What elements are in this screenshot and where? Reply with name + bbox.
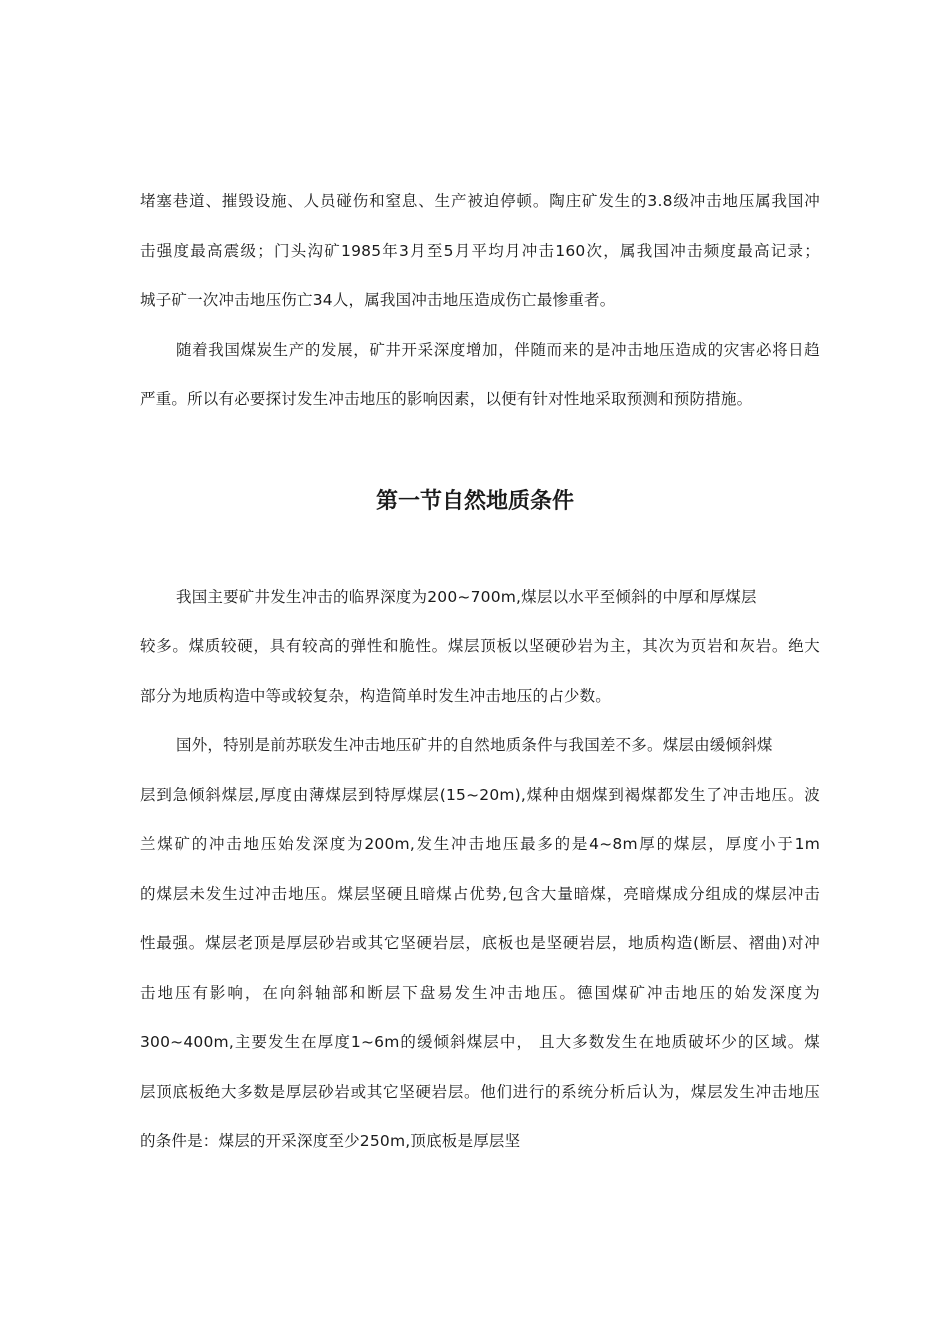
text-line: 的条件是：煤层的开采深度至少250m,顶底板是厚层坚 <box>140 1132 521 1150</box>
text-line: 部分为地质构造中等或较复杂，构造简单时发生冲击地压的占少数。 <box>140 687 612 705</box>
text-line: 300~400m,主要发生在厚度1~6m的缓倾斜煤层中， 且大多数发生在地质破坏少的区域。煤 <box>140 1033 820 1051</box>
text-line: 层到急倾斜煤层,厚度由薄煤层到特厚煤层(15~20m),煤种由烟煤到褐煤都发生了冲击地压。波 <box>140 786 820 804</box>
text-line: 层顶底板绝大多数是厚层砂岩或其它坚硬岩层。他们进行的系统分析后认为，煤层发生冲击地压 <box>140 1083 820 1101</box>
text-line: 严重。所以有必要探讨发生冲击地压的影响因素，以便有针对性地采取预测和预防措施。 <box>140 390 753 408</box>
text-line: 堵塞巷道、摧毁设施、人员碰伤和窒息、生产被迫停顿。陶庄矿发生的3.8级冲击地压属我国冲 <box>140 192 820 210</box>
text-line: 较多。煤质较硬，具有较高的弹性和脆性。煤层顶板以坚硬砂岩为主，其次为页岩和灰岩。绝大 <box>140 637 820 655</box>
text-line: 的煤层未发生过冲击地压。煤层坚硬且暗煤占优势,包含大量暗煤，亮暗煤成分组成的煤层冲击 <box>140 885 820 903</box>
text-line: 我国主要矿井发生冲击的临界深度为200~700m,煤层以水平至倾斜的中厚和厚煤层 <box>176 588 757 606</box>
section-heading: 第一节自然地质条件 <box>375 489 574 514</box>
text-line: 城子矿一次冲击地压伤亡34人，属我国冲击地压造成伤亡最惨重者。 <box>140 291 616 309</box>
text-line: 兰煤矿的冲击地压始发深度为200m,发生冲击地压最多的是4~8m厚的煤层，厚度小于1m <box>140 835 820 853</box>
text-line: 击强度最高震级；门头沟矿1985年3月至5月平均月冲击160次，属我国冲击频度最高记录； <box>140 242 820 260</box>
text-line: 随着我国煤炭生产的发展，矿井开采深度增加，伴随而来的是冲击地压造成的灾害必将日趋 <box>176 341 820 359</box>
text-line: 性最强。煤层老顶是厚层砂岩或其它坚硬岩层，底板也是坚硬岩层，地质构造(断层、褶曲)对冲 <box>140 934 820 952</box>
text-line: 击地压有影响，在向斜轴部和断层下盘易发生冲击地压。德国煤矿冲击地压的始发深度为 <box>140 984 820 1002</box>
text-line: 国外，特别是前苏联发生冲击地压矿井的自然地质条件与我国差不多。煤层由缓倾斜煤 <box>176 736 773 754</box>
